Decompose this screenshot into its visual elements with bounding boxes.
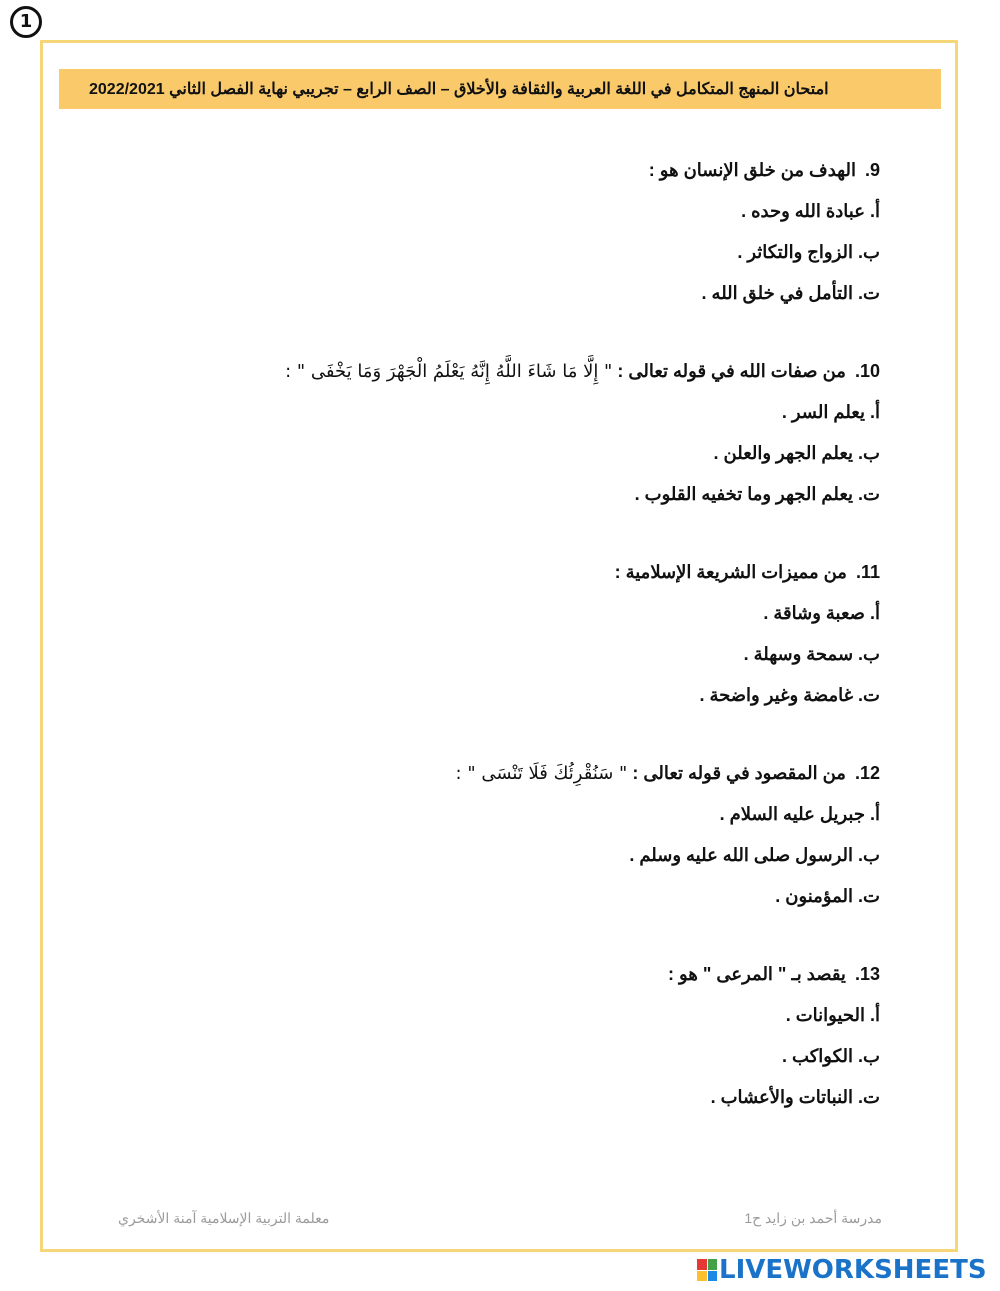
option-c[interactable] [100,677,880,718]
option-letter: أ. [869,804,880,824]
option-letter: ب. [858,1046,880,1066]
exam-header [59,69,941,109]
option-letter: ت. [858,283,880,303]
question-11 [100,554,880,718]
quran-verse: " إِلَّا مَا شَاءَ اللَّهُ إِنَّهُ يَعْلَمُ الْجَهْرَ وَمَا يَخْفَى " : [285,361,613,382]
option-text: صعبة وشاقة . [763,603,865,623]
option-b[interactable] [100,1038,880,1079]
option-text: غامضة وغير واضحة . [699,685,854,705]
question-stem [100,755,880,796]
question-stem [100,956,880,997]
question-stem [100,152,880,193]
exam-title: امتحان المنهج المتكامل في اللغة العربية والثقافة والأخلاق – الصف الرابع – تجريبي نهاية الفصل الثاني 2022/2021 [89,81,829,98]
option-letter: أ. [869,603,880,623]
page-number-badge: 1 [10,6,42,38]
option-letter: ت. [858,1087,880,1107]
option-text: المؤمنون . [775,886,854,906]
question-number: 9. [864,160,880,180]
option-a[interactable] [100,595,880,636]
option-letter: ب. [858,443,880,463]
option-text: يعلم الجهر وما تخفيه القلوب . [634,484,854,504]
liveworksheets-brand[interactable] [697,1255,987,1285]
logo-square [697,1271,707,1282]
question-stem [100,554,880,595]
logo-square [708,1271,718,1282]
question-number: 13. [854,964,880,984]
option-letter: أ. [869,402,880,422]
question-text: من صفات الله في قوله تعالى : [617,361,846,381]
option-letter: ب. [858,242,880,262]
option-letter: ت. [858,886,880,906]
option-c[interactable] [100,1079,880,1120]
question-13 [100,956,880,1120]
question-text: من مميزات الشريعة الإسلامية : [614,562,847,582]
question-text: الهدف من خلق الإنسان هو : [648,160,856,180]
option-letter: أ. [869,201,880,221]
questions-list [100,152,880,1157]
question-9 [100,152,880,316]
option-b[interactable] [100,435,880,476]
footer-school-name: مدرسة أحمد بن زايد ح1 [744,1210,882,1226]
question-number: 11. [855,562,880,582]
question-stem [100,353,880,394]
option-letter: ب. [858,644,880,664]
option-b[interactable] [100,234,880,275]
liveworksheets-logo-icon [697,1259,717,1281]
option-a[interactable] [100,997,880,1038]
quran-verse: " سَنُقْرِئُكَ فَلَا تَنْسَى " : [455,763,628,784]
option-text: جبريل عليه السلام . [719,804,865,824]
option-text: الكواكب . [782,1046,854,1066]
logo-square [697,1259,707,1270]
option-a[interactable] [100,394,880,435]
option-text: النباتات والأعشاب . [710,1087,854,1107]
option-b[interactable] [100,837,880,878]
option-letter: ب. [858,845,880,865]
option-c[interactable] [100,878,880,919]
logo-square [708,1259,718,1270]
liveworksheets-wordmark: LIVEWORKSHEETS [719,1255,987,1285]
question-number: 12. [854,763,880,783]
option-text: الرسول صلى الله عليه وسلم . [629,845,854,865]
option-text: التأمل في خلق الله . [701,283,854,303]
question-12 [100,755,880,919]
option-c[interactable] [100,275,880,316]
option-letter: ت. [858,484,880,504]
option-text: يعلم السر . [781,402,865,422]
option-letter: ت. [858,685,880,705]
question-text: من المقصود في قوله تعالى : [632,763,846,783]
option-c[interactable] [100,476,880,517]
option-a[interactable] [100,796,880,837]
option-b[interactable] [100,636,880,677]
question-text: يقصد بـ " المرعى " هو : [668,964,846,984]
option-text: الزواج والتكاثر . [737,242,854,262]
option-text: عبادة الله وحده . [741,201,865,221]
question-number: 10. [854,361,880,381]
footer-teacher-name: معلمة التربية الإسلامية آمنة الأشخري [118,1210,330,1226]
option-a[interactable] [100,193,880,234]
option-text: يعلم الجهر والعلن . [713,443,854,463]
question-10 [100,353,880,517]
option-text: الحيوانات . [785,1005,865,1025]
option-text: سمحة وسهلة . [743,644,854,664]
option-letter: أ. [869,1005,880,1025]
